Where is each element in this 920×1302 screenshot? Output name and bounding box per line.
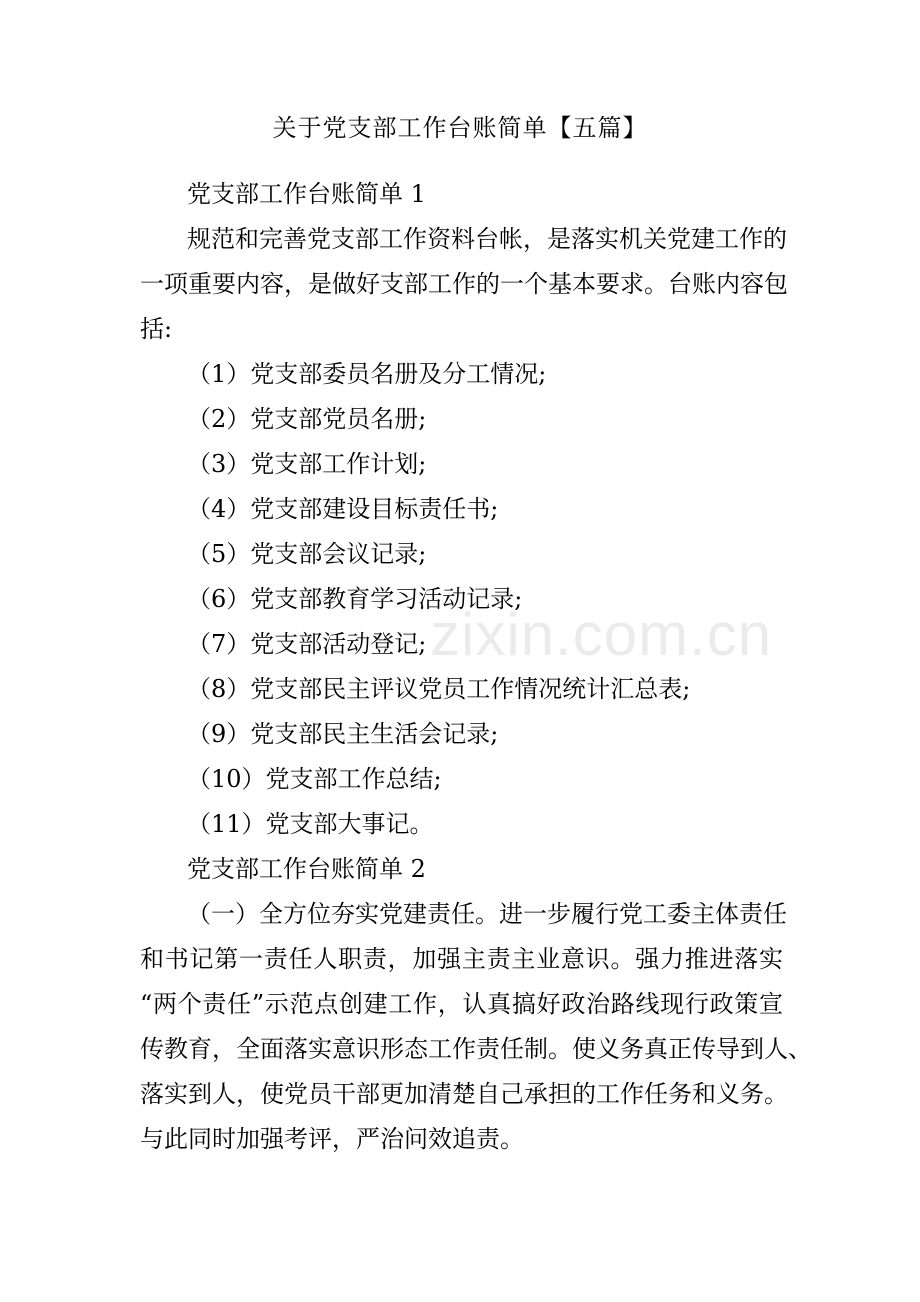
section2-line-6: 与此同时加强考评，严治问效追责。 (140, 1125, 524, 1153)
section1-item-5: （5）党支部会议记录; (187, 540, 427, 568)
section2-line-3: “两个责任”示范点创建工作，认真搞好政治路线现行政策宣 (140, 990, 783, 1018)
section2-heading: 党支部工作台账简单 2 (187, 855, 426, 883)
section2-line-1: （一）全方位夯实党建责任。进一步履行党工委主体责任 (187, 900, 787, 928)
section1-intro-line-3: 括: (140, 315, 173, 343)
section1-item-6: （6）党支部教育学习活动记录; (187, 585, 523, 613)
section1-item-1: （1）党支部委员名册及分工情况; (187, 360, 547, 388)
section2-line-2: 和书记第一责任人职责，加强主责主业意识。强力推进落实 (140, 945, 783, 973)
section1-item-7: （7）党支部活动登记; (187, 630, 427, 658)
section2-line-4: 传教育，全面落实意识形态工作责任制。使义务真正传导到人、 (140, 1035, 812, 1063)
section1-intro-line-2: 一项重要内容，是做好支部工作的一个基本要求。台账内容包 (140, 270, 788, 298)
section2-line-5: 落实到人，使党员干部更加清楚自己承担的工作任务和义务。 (140, 1080, 788, 1108)
section1-item-8: （8）党支部民主评议党员工作情况统计汇总表; (187, 675, 691, 703)
section1-item-4: （4）党支部建设目标责任书; (187, 495, 499, 523)
section1-item-9: （9）党支部民主生活会记录; (187, 720, 499, 748)
section1-intro-line-1: 规范和完善党支部工作资料台帐，是落实机关党建工作的 (187, 225, 787, 253)
section1-heading: 党支部工作台账简单 1 (187, 180, 426, 208)
section1-item-2: （2）党支部党员名册; (187, 405, 427, 433)
section1-item-3: （3）党支部工作计划; (187, 450, 427, 478)
section1-item-10: （10）党支部工作总结; (187, 765, 442, 793)
section1-item-11: （11）党支部大事记。 (187, 810, 434, 838)
document-title: 关于党支部工作台账简单【五篇】 (272, 114, 648, 142)
watermark: zixin.com.cn (430, 601, 773, 668)
